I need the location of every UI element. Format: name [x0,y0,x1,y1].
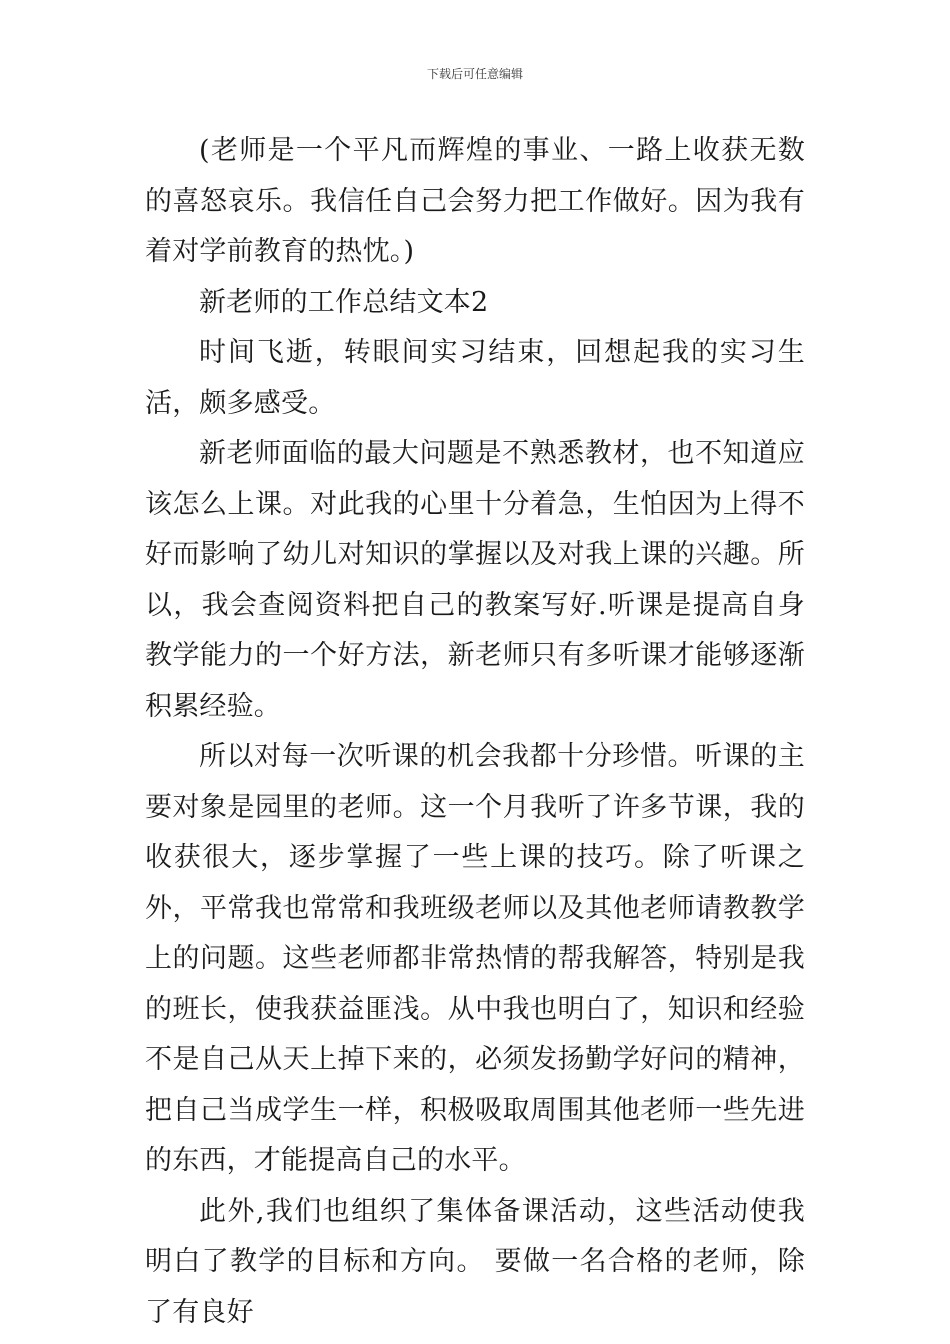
paragraph: 此外,我们也组织了集体备课活动，这些活动使我明白了教学的目标和方向。 要做一名合格的老师，除了有良好 [145,1195,805,1328]
paragraph: 新老师面临的最大问题是不熟悉教材，也不知道应该怎么上课。对此我的心里十分着急，生怕因为上得不好而影响了幼儿对知识的掌握以及对我上课的兴趣。所以，我会查阅资料把自己的教案写好.听课是提高自身教学能力的一个好方法，新老师只有多听课才能够逐渐积累经验。 [145,438,805,722]
paragraph: 所以对每一次听课的机会我都十分珍惜。听课的主要对象是园里的老师。这一个月我听了许多节课，我的收获很大，逐步掌握了一些上课的技巧。除了听课之外，平常我也常常和我班级老师以及其他老师请教教学上的问题。这些老师都非常热情的帮我解答，特别是我的班长，使我获益匪浅。从中我也明白了，知识和经验不是自己从天上掉下来的，必须发扬勤学好问的精神，把自己当成学生一样，积极吸取周围其他老师一些先进的东西，才能提高自己的水平。 [145,741,805,1176]
document-body [145,126,805,1338]
section-heading: 新老师的工作总结文本2 [199,286,489,318]
paragraph: 时间飞逝，转眼间实习结束，回想起我的实习生活，颇多感受。 [145,337,805,419]
page-header: 下载后可任意编辑 [426,67,523,81]
paragraph-intro-closing: (老师是一个平凡而辉煌的事业、一路上收获无数的喜怒哀乐。我信任自己会努力把工作做好。因为我有着对学前教育的热忱。) [145,135,805,267]
